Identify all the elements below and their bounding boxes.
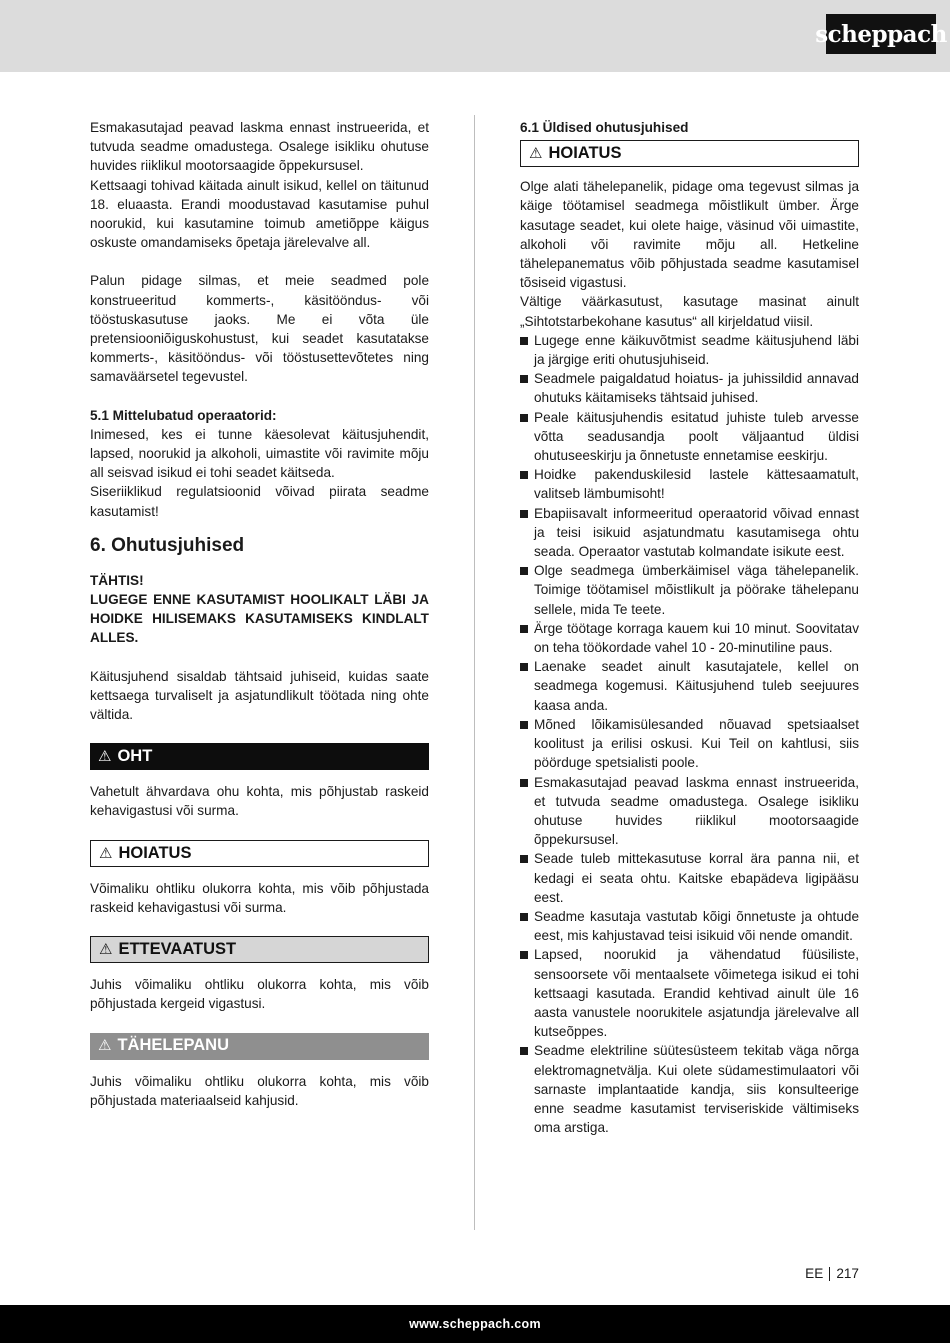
warning-signal-box: [90, 840, 429, 867]
warning-label: HOIATUS: [118, 843, 192, 862]
intro-paragraph-1: Esmakasutajad peavad laskma ennast instrueerida, et tutvuda seadme omadustega. Osalege isikliku ohutuse huvides riiklikul mootorsaagide õppekursusel.: [90, 120, 429, 174]
page-number-value: 217: [836, 1266, 859, 1281]
general-paragraph-1: Olge alati tähelepanelik, pidage oma tegevust silmas ja käige töötamisel seadmega mõistlikult ümber. Ärge kasutage seadet, kui olete haige, väsinud või uimastite, alkoholi või ravimite mõju all. Hetkeline tähelepanematus võib põhjustada seadme kasutamisel tõsiseid vigastusi.: [520, 179, 859, 291]
warning-triangle-icon: ⚠: [98, 1037, 112, 1055]
header-band: [0, 0, 950, 72]
section-6-1-heading: 6.1 Üldised ohutusjuhised: [520, 120, 689, 135]
list-item: Ärge töötage korraga kauem kui 10 minut. Soovitatav on teha töökordade vahel 10 - 20-minutiline paus.: [520, 619, 859, 657]
bullet-square-icon: [520, 471, 528, 479]
general-paragraph-2: Vältige väärkasutust, kasutage masinat ainult „Sihtotstarbekohane kasutus“ all kirjeldatud viisil.: [520, 294, 859, 329]
warning-triangle-icon: ⚠: [99, 844, 113, 862]
bullet-square-icon: [520, 375, 528, 383]
section-6-heading: 6. Ohutusjuhised: [90, 534, 245, 556]
bullet-square-icon: [520, 337, 528, 345]
section-5-1-paragraph-2: Siseriiklikud regulatsioonid võivad piirata seadme kasutamist!: [90, 484, 429, 519]
warning-description: Võimaliku ohtliku olukorra kohta, mis võib põhjustada raskeid kehavigastusi või surma.: [90, 880, 429, 915]
warning-triangle-icon: ⚠: [98, 748, 112, 766]
bullet-square-icon: [520, 510, 528, 518]
list-item: Seadme elektriline süütesüsteem tekitab väga nõrga elektromagnetvälja. Kui olete südamestimulaatori või sarnaste implantaatide kandja, siis konsulteerige enne seadme kasutamist terviseriskide vältimiseks oma arstiga.: [520, 1041, 859, 1137]
footer-band: [0, 1305, 950, 1343]
manual-paragraph: Käitusjuhend sisaldab tähtsaid juhiseid, kuidas saate kettsaega turvaliselt ja asjatundlikult töötada ning ohte vältida.: [90, 668, 429, 723]
bullet-square-icon: [520, 414, 528, 422]
list-item: Olge seadmega ümberkäimisel väga tähelepanelik. Toimige töötamisel mõistlikult ja pöörake tähelepanu sellele, mida Te teete.: [520, 561, 859, 619]
danger-label: OHT: [117, 747, 153, 766]
bullet-square-icon: [520, 625, 528, 633]
list-item: Seadmele paigaldatud hoiatus- ja juhissildid annavad ohutuks käitamiseks tähtsaid juhised.: [520, 369, 859, 407]
notice-label: TÄHELEPANU: [117, 1036, 229, 1055]
bullet-square-icon: [520, 663, 528, 671]
warning-triangle-icon: ⚠: [99, 940, 113, 958]
general-warning-label: HOIATUS: [548, 144, 622, 163]
scheppach-logo: scheppach: [826, 14, 936, 54]
general-warning-signal-box: [520, 140, 859, 167]
bullet-square-icon: [520, 1047, 528, 1055]
list-item: Lugege enne käikuvõtmist seadme käitusjuhend läbi ja järgige eriti ohutusjuhiseid.: [520, 331, 859, 369]
section-5-1-heading: 5.1 Mittelubatud operaatorid:: [90, 407, 277, 423]
left-column: [90, 118, 429, 1110]
page-number: [805, 1266, 859, 1281]
page-separator: [829, 1267, 830, 1281]
column-divider: [474, 115, 475, 1230]
notice-description: Juhis võimaliku ohtliku olukorra kohta, mis võib põhjustada materiaalseid kahjusid.: [90, 1073, 429, 1108]
list-item: Seadme kasutaja vastutab kõigi õnnetuste ja ohtude eest, mis kahjustavad teisi isikuid või nende omandit.: [520, 907, 859, 945]
warning-triangle-icon: ⚠: [529, 145, 543, 163]
bullet-square-icon: [520, 779, 528, 787]
list-item: Lapsed, noorukid ja vähendatud füüsiliste, sensoorsete või mentaalsete võimetega isikud ei tohi kettsaagi kasutada. Erandid kehtivad ainult üle 16 aasta vanustele noorukitele asjatundja järelevalve all kutseõppes.: [520, 945, 859, 1041]
important-label: TÄHTIS!: [90, 572, 144, 588]
section-5-1-paragraph-1: Inimesed, kes ei tunne käesolevat käitusjuhendit, lapsed, noorukid ja alkoholi, uimastite või ravimite mõju all seisvad isikud ei tohi seadet käitseda.: [90, 426, 429, 481]
website-link[interactable]: www.scheppach.com: [409, 1317, 541, 1331]
intro-paragraph-3: Palun pidage silmas, et meie seadmed pole konstrueeritud kommerts-, käsitööndus- või tööstuskasutuse jaoks. Me ei võta üle pretensiooniõiguskohustust, kui seadet kasutatakse kommerts-, käsitööndus- või tööstusettevõtetes ning samaväärsetel tegevustel.: [90, 273, 429, 385]
bullet-square-icon: [520, 855, 528, 863]
caution-signal-box: [90, 936, 429, 963]
right-column: [520, 118, 859, 1137]
list-item: Esmakasutajad peavad laskma ennast instrueerida, et tutvuda seadme omadustega. Osalege isikliku ohutuse huvides riiklikul mootorsaagide õppekursusel.: [520, 773, 859, 850]
bullet-square-icon: [520, 951, 528, 959]
list-item: Mõned lõikamisülesanded nõuavad spetsiaalset koolitust ja erilisi oskusi. Kui Teil on kahtlusi, siis pöörduge spetsialisti poole.: [520, 715, 859, 773]
notice-signal-box: [90, 1033, 429, 1060]
list-item: Laenake seadet ainult kasutajatele, kellel on seadmega kogemusi. Käitusjuhend tuleb seejuures kaasa anda.: [520, 657, 859, 715]
bullet-square-icon: [520, 567, 528, 575]
danger-signal-box: [90, 743, 429, 770]
language-code: EE: [805, 1266, 824, 1281]
intro-paragraph-2: Kettsaagi tohivad käitada ainult isikud, kellel on täitunud 18. eluaasta. Erandi moodustavad kasutamise puhul noorukid, kui kasutamine toimub ametiõppe käigus oskuste omandamiseks õpetaja järelevalve all.: [90, 177, 429, 251]
danger-description: Vahetult ähvardava ohu kohta, mis põhjustab raskeid kehavigastusi või surma.: [90, 784, 429, 819]
list-item: Peale käitusjuhendis esitatud juhiste tuleb arvesse võtta seadusandja poolt väljaantud üldisi ohutuseeskirju ja õnnetuste ennetamise eeskirju.: [520, 408, 859, 466]
safety-bullet-list: [520, 331, 859, 1138]
caution-description: Juhis võimaliku ohtliku olukorra kohta, mis võib põhjustada kergeid vigastusi.: [90, 977, 429, 1012]
list-item: Hoidke pakenduskilesid lastele kättesaamatult, valitseb lämbumisoht!: [520, 465, 859, 503]
bullet-square-icon: [520, 721, 528, 729]
list-item: Seade tuleb mittekasutuse korral ära panna nii, et kedagi ei seata ohtu. Kaitske ebapädeva ligipääsu eest.: [520, 849, 859, 907]
bullet-square-icon: [520, 913, 528, 921]
list-item: Ebapiisavalt informeeritud operaatorid võivad ennast ja teisi isikuid asjatundmatu kasutamisega ohtu seada. Operaator vastutab kolmandate isikute eest.: [520, 504, 859, 562]
caution-label: ETTEVAATUST: [118, 939, 237, 958]
important-text: LUGEGE ENNE KASUTAMIST HOOLIKALT LÄBI JA HOIDKE HILISEMAKS KASUTAMISEKS KINDLALT ALLES.: [90, 592, 429, 646]
